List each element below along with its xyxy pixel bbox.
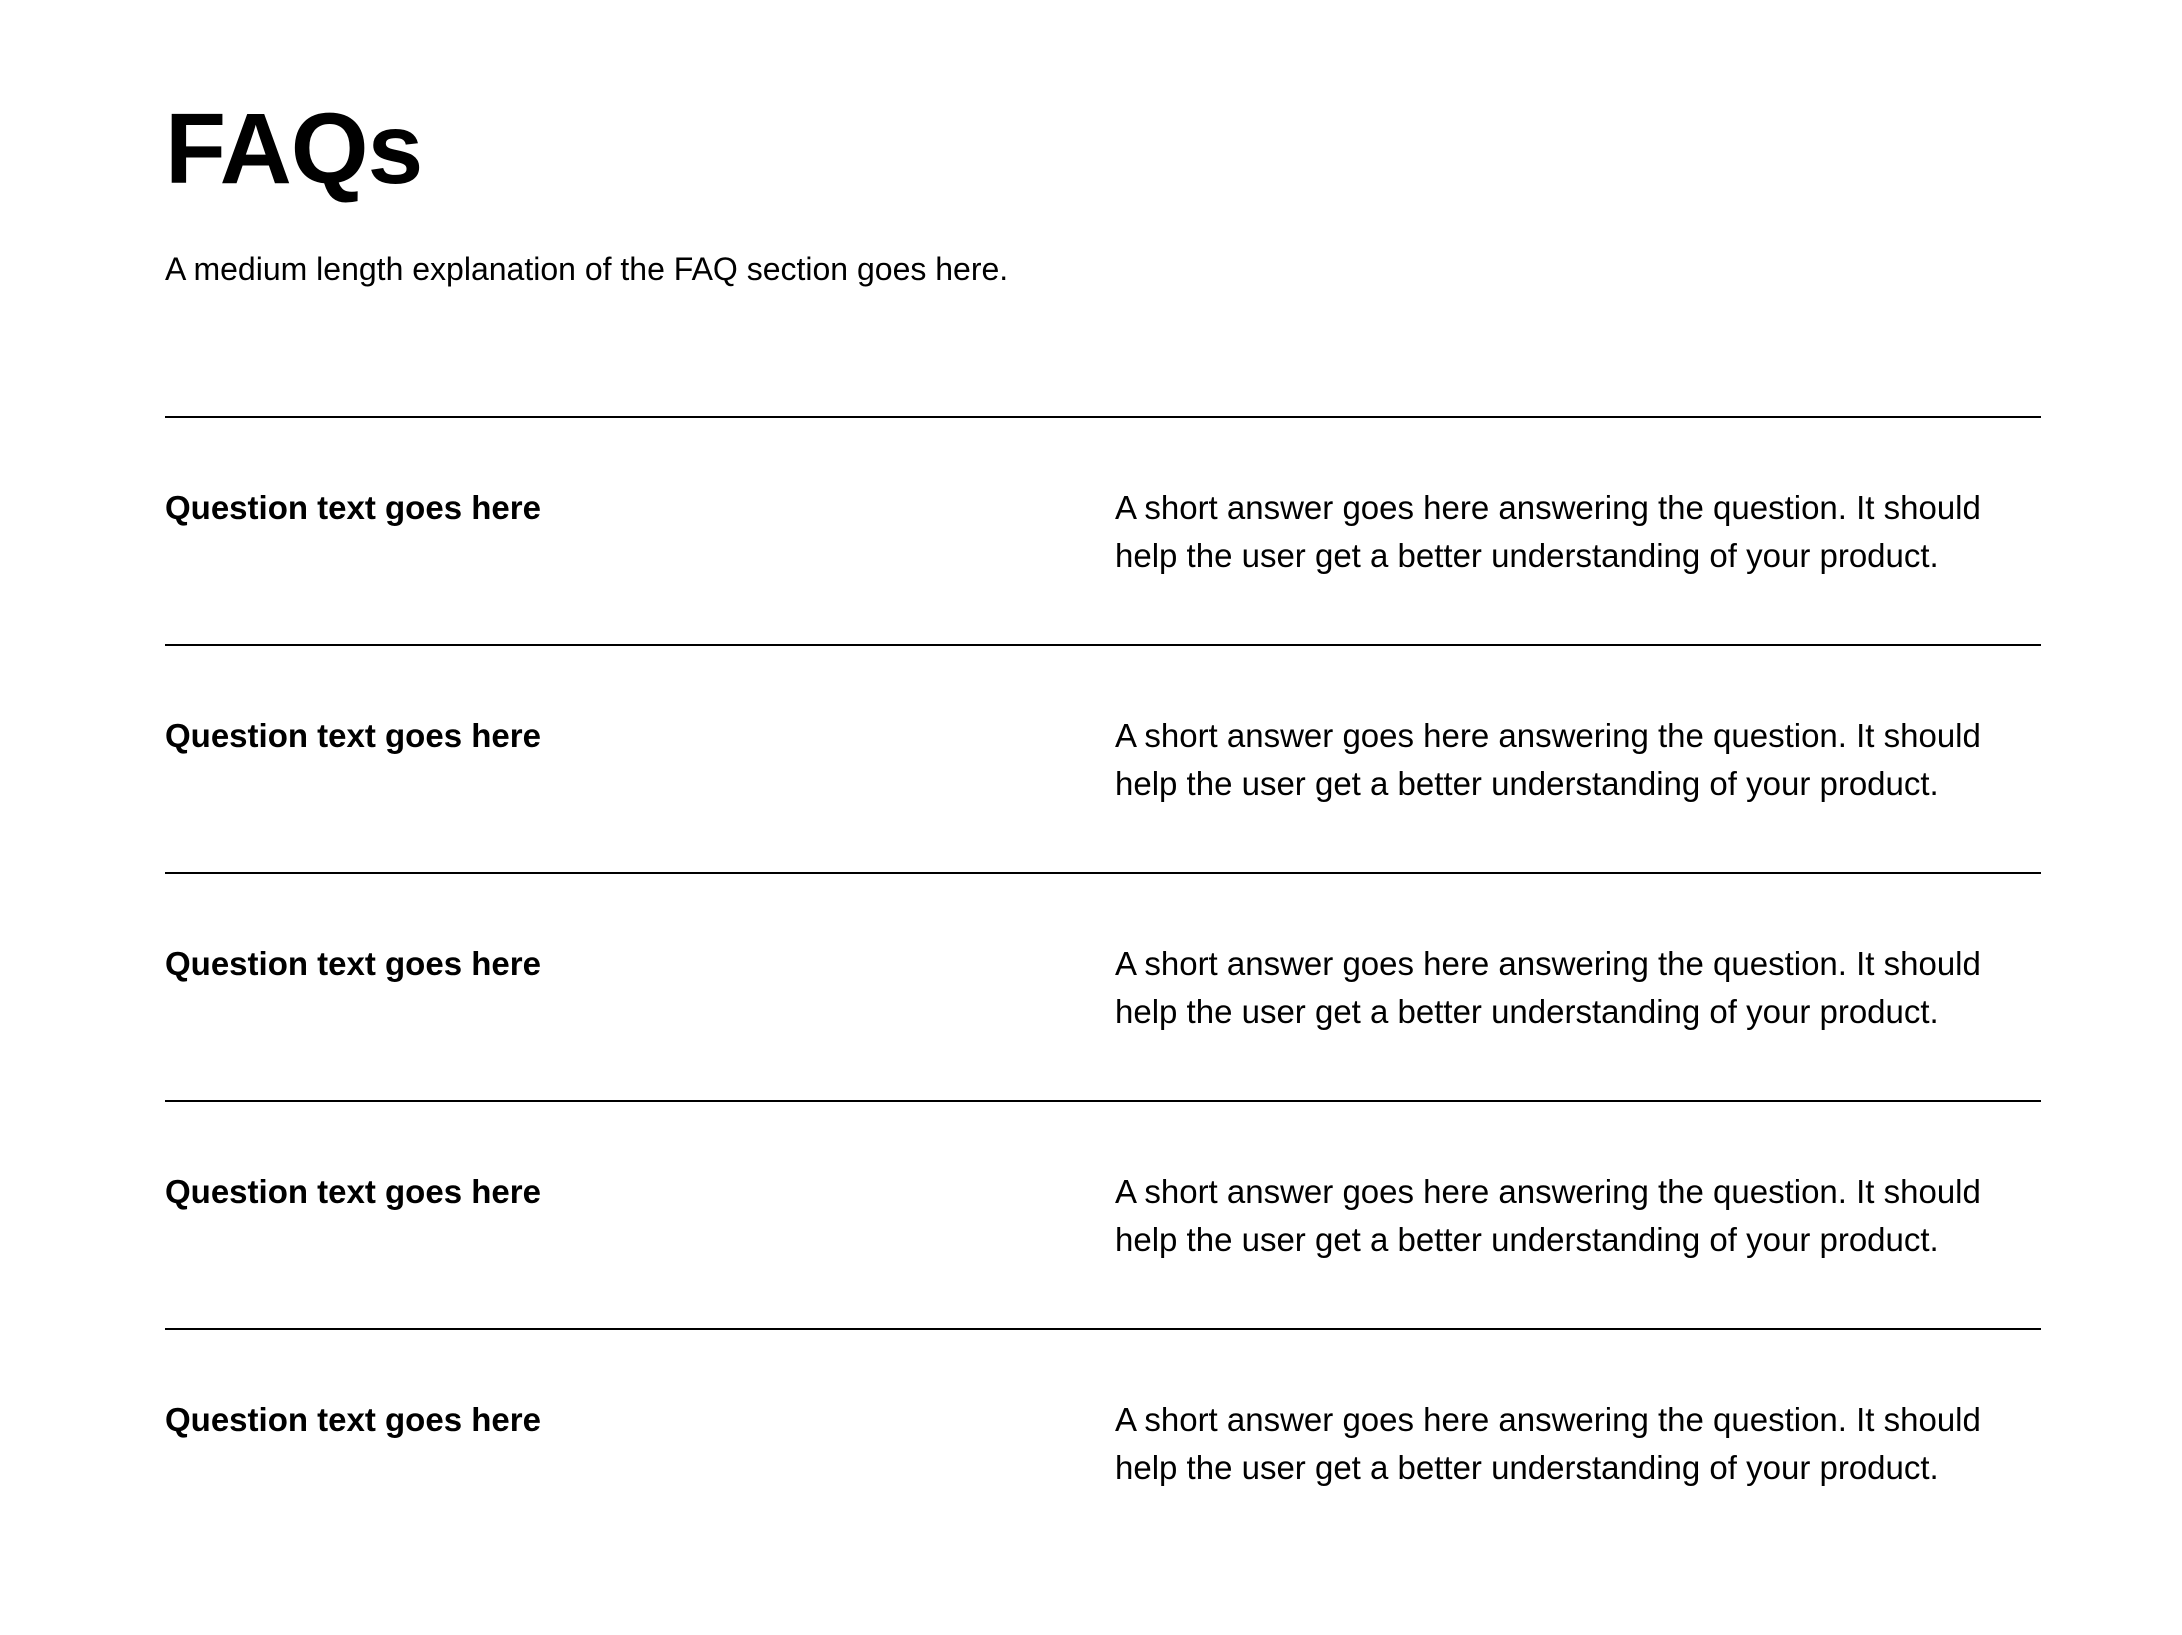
faq-item xyxy=(165,1102,2041,1330)
page-intro: A medium length explanation of the FAQ section goes here. xyxy=(165,251,1009,287)
faq-question: Question text goes here xyxy=(165,945,541,982)
faq-question: Question text goes here xyxy=(165,717,541,754)
faq-answer: A short answer goes here answering the question. It should help the user get a better understanding of your product. xyxy=(1115,1401,1981,1486)
faq-question: Question text goes here xyxy=(165,1173,541,1210)
faq-item xyxy=(165,1330,2041,1558)
faq-item xyxy=(165,874,2041,1102)
faq-question: Question text goes here xyxy=(165,489,541,526)
faq-answer: A short answer goes here answering the question. It should help the user get a better understanding of your product. xyxy=(1115,489,1981,574)
faq-question: Question text goes here xyxy=(165,1401,541,1438)
faq-answer: A short answer goes here answering the question. It should help the user get a better understanding of your product. xyxy=(1115,945,1981,1030)
faq-answer: A short answer goes here answering the question. It should help the user get a better understanding of your product. xyxy=(1115,717,1981,802)
faq-item xyxy=(165,646,2041,874)
faq-answer: A short answer goes here answering the question. It should help the user get a better understanding of your product. xyxy=(1115,1173,1981,1258)
faq-list xyxy=(165,416,2041,1558)
page-title: FAQs xyxy=(165,93,423,205)
faq-item xyxy=(165,418,2041,646)
